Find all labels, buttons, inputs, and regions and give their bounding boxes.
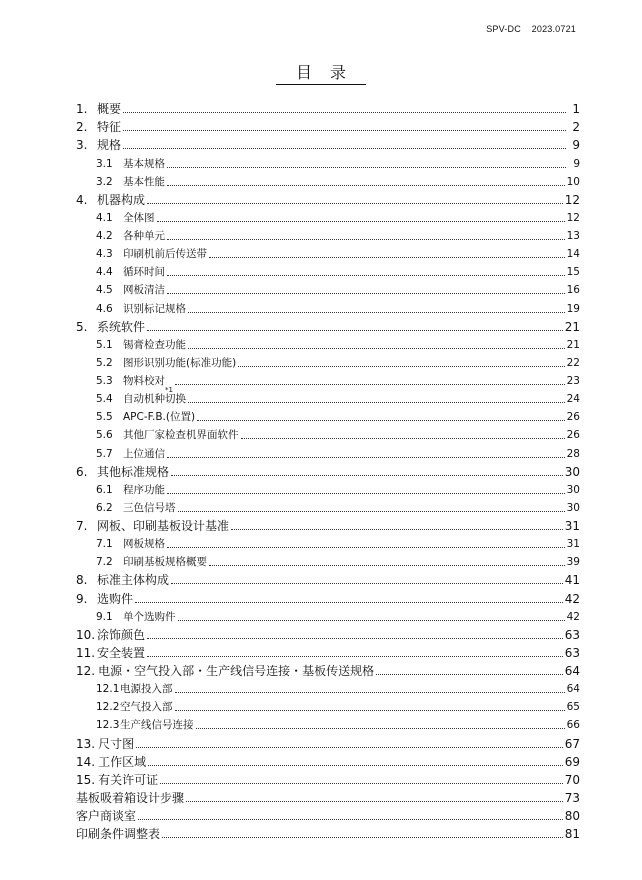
dot-leader (160, 782, 563, 784)
toc-entry-number: 4.6 (96, 302, 113, 315)
toc-entry-number: 3. (76, 138, 88, 153)
toc-entry[interactable] (76, 716, 580, 734)
dot-leader (123, 129, 566, 131)
toc-entry[interactable] (76, 154, 580, 172)
doc-date: 2023.0721 (531, 24, 576, 34)
toc-entry-title: 印刷基板规格概要 (123, 556, 207, 569)
toc-entry[interactable]: 5.3 物料校对 *1 23 (76, 372, 580, 390)
toc-entry-number: 9.1 (96, 610, 113, 623)
toc-entry[interactable] (76, 499, 580, 517)
toc-entry[interactable] (76, 191, 580, 209)
dot-leader (171, 582, 563, 584)
toc-entry-number: 1. (76, 102, 88, 117)
toc-entry-title: 系统软件 (97, 319, 146, 334)
toc-entry[interactable] (76, 227, 580, 245)
dot-leader (148, 764, 563, 766)
dot-leader (162, 836, 563, 838)
toc-entry-page-number: 24 (566, 393, 580, 406)
toc-entry-number: 5.1 (96, 338, 113, 351)
toc-entry-title: 电源投入部 (120, 683, 173, 696)
toc-entry-number: 6.2 (96, 501, 113, 514)
toc-entry-page-number: 22 (566, 356, 580, 369)
dot-leader (188, 347, 565, 349)
toc-entry-page-number: 31 (564, 519, 580, 533)
toc-entry[interactable] (76, 336, 580, 354)
toc-entry-page-number: 14 (566, 248, 580, 261)
dot-leader (167, 274, 565, 276)
toc-entry-page-number: 26 (566, 411, 580, 424)
toc-entry[interactable] (76, 118, 580, 136)
toc-entry-number: 3.2 (96, 175, 113, 188)
toc-entry-page-number: 9 (573, 157, 580, 170)
toc-entry-page-number: 26 (566, 429, 580, 442)
toc-entry[interactable] (76, 463, 580, 481)
dot-leader (138, 818, 563, 820)
toc-entry-number: 8. (76, 573, 88, 588)
toc-entry-page-number: 31 (566, 538, 580, 551)
toc-entry-number: 4.2 (96, 230, 113, 242)
toc-entry[interactable] (76, 807, 580, 825)
dot-leader (175, 383, 565, 385)
toc-entry-title: 程序功能 (123, 483, 165, 496)
toc-entry-title: 尺寸图 (98, 736, 135, 751)
toc-entry-page-number: 64 (564, 664, 580, 678)
toc-entry[interactable] (76, 390, 580, 408)
dot-leader (196, 727, 565, 729)
toc-entry-number: 12.2 (96, 701, 120, 714)
toc-entry-title: APC-F.B.(位置) (123, 411, 196, 424)
toc-entry-number: 9. (76, 591, 88, 606)
dot-leader (167, 546, 565, 548)
dot-leader (175, 691, 565, 693)
page-title-text: 目录 (276, 60, 366, 85)
toc-entry-page-number: 28 (566, 447, 580, 460)
toc-entry-title: 印刷机前后传送带 (123, 248, 207, 261)
toc-entry-page-number: 1 (572, 102, 580, 117)
dot-leader (157, 220, 565, 222)
toc-entry-title: 基板吸着箱设计步骤 (76, 790, 185, 805)
toc-entry-page-number: 19 (566, 302, 580, 315)
toc-entry[interactable] (76, 698, 580, 716)
toc-entry-title: 空气投入部 (120, 701, 173, 714)
toc-entry-title: 物料校对 (123, 375, 165, 387)
toc-entry-number: 4.4 (96, 266, 113, 279)
dot-leader (178, 619, 565, 621)
page-title (0, 60, 642, 85)
toc-entry-page-number: 41 (564, 573, 580, 588)
toc-entry[interactable] (76, 626, 580, 644)
toc-entry[interactable] (76, 753, 580, 771)
toc-entry[interactable] (76, 426, 580, 444)
toc-entry-page-number: 81 (564, 827, 580, 842)
toc-entry[interactable] (76, 517, 580, 535)
toc-entry[interactable] (76, 173, 580, 191)
toc-entry-number: 5.5 (96, 411, 113, 424)
toc-entry-number: 5.4 (96, 393, 113, 406)
toc-entry[interactable] (76, 680, 580, 698)
toc-entry-number: 7. (76, 519, 88, 533)
toc-entry-page-number: 30 (566, 501, 580, 514)
toc-entry[interactable] (76, 789, 580, 807)
toc-entry-title: 规格 (97, 138, 122, 153)
toc-entry-title: 基本规格 (123, 157, 165, 170)
dot-leader (167, 292, 565, 294)
dot-leader (376, 673, 563, 675)
toc-entry-page-number: 63 (564, 645, 580, 660)
dot-leader (188, 401, 565, 403)
toc-entry-number: 6. (76, 464, 88, 479)
toc-entry[interactable] (76, 263, 580, 281)
toc-entry-page-number: 69 (564, 754, 580, 769)
toc-entry-title: 标准主体构成 (97, 573, 170, 588)
toc-entry-title: 循环时间 (123, 266, 165, 279)
toc-entry-title: 电源・空气投入部・生产线信号连接・基板传送规格 (98, 664, 375, 678)
toc-entry-page-number: 39 (566, 556, 580, 569)
toc-entry-number: 7.1 (96, 538, 113, 551)
toc-entry[interactable] (76, 825, 580, 843)
toc-entry-title: 印刷条件调整表 (76, 827, 161, 842)
toc-entry[interactable] (76, 734, 580, 752)
dot-leader (188, 311, 565, 313)
toc-entry-page-number: 64 (566, 683, 580, 696)
toc-entry-title: 网板、印刷基板设计基准 (97, 519, 230, 533)
toc-entry-number: 10. (76, 627, 96, 642)
toc-entry-number: 3.1 (96, 157, 113, 170)
toc-entry-title: 概要 (97, 102, 122, 117)
dot-leader (147, 655, 563, 657)
dot-leader (123, 147, 566, 149)
toc-entry-page-number: 66 (566, 719, 580, 732)
toc-entry-title: 涂饰颜色 (97, 627, 146, 642)
toc-entry-number: 12.3 (96, 719, 120, 732)
toc-entry-page-number: 9 (572, 138, 580, 153)
toc-entry-number: 5.7 (96, 447, 113, 460)
toc-entry-title: 生产线信号连接 (120, 719, 194, 732)
dot-leader (147, 329, 563, 331)
toc-entry-page-number: 65 (566, 701, 580, 714)
toc-entry[interactable] (76, 662, 580, 680)
toc-entry[interactable] (76, 553, 580, 571)
toc-entry[interactable] (76, 481, 580, 499)
toc-entry[interactable] (76, 318, 580, 336)
toc-entry-number: 6.1 (96, 483, 113, 496)
toc-entry-page-number: 67 (564, 736, 580, 751)
toc-entry-page-number: 10 (566, 175, 580, 188)
dot-leader (186, 800, 563, 802)
toc-entry-title: 全体图 (123, 211, 155, 224)
toc-entry-title: 网板清洁 (123, 284, 165, 297)
dot-leader (167, 238, 565, 240)
table-of-contents (76, 100, 580, 843)
dot-leader (175, 709, 565, 711)
toc-entry-number: 5. (76, 319, 88, 334)
dot-leader (178, 510, 565, 512)
toc-entry-title: 其他厂家检查机界面软件 (123, 429, 239, 442)
toc-entry-title: 有关许可证 (98, 772, 159, 787)
toc-entry-number: 4.1 (96, 211, 113, 224)
toc-entry-title: 安全装置 (97, 645, 146, 660)
dot-leader (135, 601, 563, 603)
toc-entry-page-number: 21 (566, 338, 580, 351)
dot-leader (197, 419, 565, 421)
toc-entry[interactable] (76, 571, 580, 589)
dot-leader (167, 166, 566, 168)
toc-entry-page-number: 13 (566, 230, 580, 242)
toc-entry[interactable] (76, 444, 580, 462)
dot-leader (147, 637, 563, 639)
toc-entry-page-number: 70 (564, 772, 580, 787)
dot-leader (147, 202, 563, 204)
dot-leader (123, 111, 566, 113)
toc-entry-title: 锡膏检查功能 (123, 338, 186, 351)
toc-entry[interactable] (76, 100, 580, 118)
toc-entry-number: 4.3 (96, 248, 113, 261)
toc-entry-number: 4. (76, 192, 88, 207)
toc-entry-number: 5.2 (96, 356, 113, 369)
dot-leader (209, 256, 565, 258)
dot-leader (241, 437, 565, 439)
toc-entry[interactable] (76, 209, 580, 227)
toc-entry[interactable] (76, 136, 580, 154)
toc-entry[interactable] (76, 281, 580, 299)
toc-entry-page-number: 16 (566, 284, 580, 297)
dot-leader (167, 492, 565, 494)
toc-entry[interactable] (76, 644, 580, 662)
toc-entry-page-number: 15 (566, 266, 580, 279)
toc-entry-title: 其他标准规格 (97, 464, 170, 479)
dot-leader (136, 746, 563, 748)
toc-entry-title: 各种单元 (123, 230, 165, 242)
dot-leader (209, 564, 565, 566)
toc-entry-title: 识别标记规格 (123, 302, 186, 315)
toc-entry-page-number: 21 (564, 319, 580, 334)
toc-entry-number: 4.5 (96, 284, 113, 297)
toc-entry-number: 5.3 (96, 375, 113, 387)
dot-leader (238, 365, 564, 367)
toc-entry-title: 工作区域 (98, 754, 147, 769)
toc-entry-number: 5.6 (96, 429, 113, 442)
toc-entry-page-number: 42 (564, 591, 580, 606)
doc-code: SPV-DC (486, 24, 521, 34)
toc-entry-number: 15. (76, 772, 96, 787)
toc-entry-title: 网板规格 (123, 538, 165, 551)
toc-entry-page-number: 23 (566, 375, 580, 387)
toc-entry-page-number: 2 (572, 120, 580, 135)
toc-entry-title: 选购件 (97, 591, 134, 606)
toc-entry-number: 14. (76, 754, 96, 769)
toc-entry-number: 7.2 (96, 556, 113, 569)
toc-entry-page-number: 42 (566, 610, 580, 623)
toc-entry-title: 图形识别功能(标准功能) (123, 356, 237, 369)
toc-entry[interactable] (76, 354, 580, 372)
toc-entry[interactable] (76, 299, 580, 317)
toc-entry[interactable] (76, 408, 580, 426)
toc-entry[interactable] (76, 245, 580, 263)
toc-entry-page-number: 63 (564, 627, 580, 642)
toc-entry-title: 单个选购件 (123, 610, 176, 623)
toc-entry-title: 客户商谈室 (76, 809, 137, 823)
toc-entry-title: 自动机种切换 (123, 393, 186, 406)
toc-entry-title: 特征 (97, 120, 122, 135)
toc-entry-number: 11. (76, 645, 96, 660)
dot-leader (231, 528, 563, 530)
dot-leader (167, 456, 565, 458)
dot-leader (167, 184, 565, 186)
toc-entry[interactable] (76, 771, 580, 789)
toc-entry-page-number: 12 (564, 192, 580, 207)
dot-leader (171, 474, 563, 476)
toc-entry[interactable] (76, 608, 580, 626)
toc-entry-page-number: 80 (564, 809, 580, 823)
toc-entry-title: 基本性能 (123, 175, 165, 188)
toc-entry-page-number: 12 (566, 211, 580, 224)
document-code (486, 24, 576, 34)
toc-entry-number: 12.1 (96, 683, 120, 696)
toc-entry-number: 12. (76, 664, 96, 678)
toc-entry[interactable] (76, 535, 580, 553)
toc-entry-page-number: 30 (566, 483, 580, 496)
toc-entry-number: 2. (76, 120, 88, 135)
toc-entry-page-number: 73 (564, 790, 580, 805)
toc-entry-number: 13. (76, 736, 96, 751)
toc-entry-title: 机器构成 (97, 192, 146, 207)
toc-entry-page-number: 30 (564, 464, 580, 479)
toc-entry-title: 上位通信 (123, 447, 165, 460)
toc-entry-title: 三色信号塔 (123, 501, 176, 514)
toc-entry[interactable] (76, 589, 580, 607)
